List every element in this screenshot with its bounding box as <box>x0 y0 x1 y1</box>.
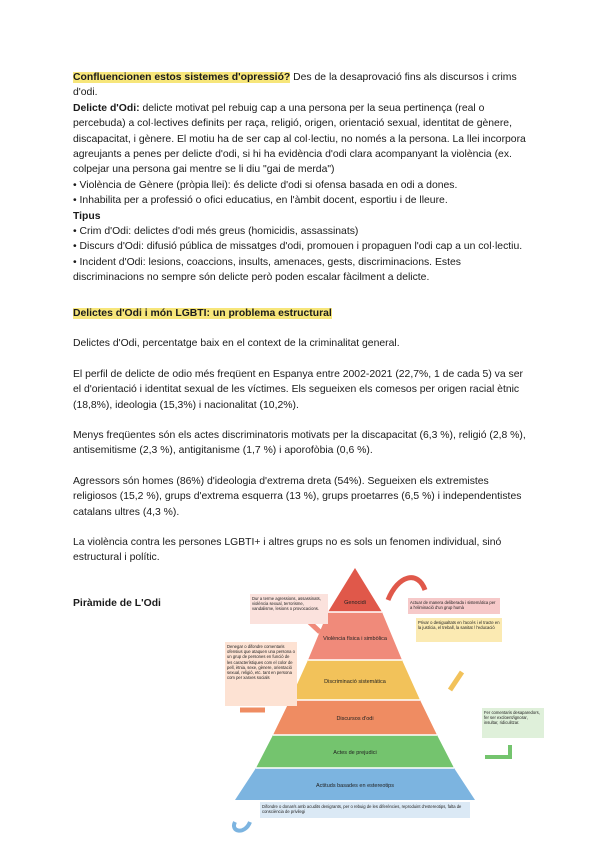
arrow-bottom <box>234 822 250 831</box>
paragraph-4: Agressors són homes (86%) d'ideologia d'extrema dreta (54%). Segueixen els extremistes religiosos (15,2 %), grups d'extrema esquerra (13 %), grups proetarres (6,5 %) i independentistes catalans ultres (4,3 %). <box>73 475 522 518</box>
tipus-incident: • Incident d'Odi: lesions, coaccions, insults, amenaces, gests, discriminacions. Estes discriminacions no sempre són delicte però poden escalar fàcilment a delicte. <box>73 256 461 284</box>
level-label-2: Violència física i simbòlica <box>323 636 387 642</box>
note-discursos: Denegar o difondre comentaris ofensius que ataquen una persona o un grup de persones en funció de les característiques com el color de pell, ètnia, sexe, gènere, orientació sexual, religió, etc. tant en persona com per xarxes socials <box>225 642 297 706</box>
level-label-4: Discursos d'odi <box>336 716 374 722</box>
note-violencia: Dur a terme agressions, assassinats, violència sexual, terrorisme, vandalisme, lesions o provocacions. <box>250 594 328 624</box>
arrow-top <box>388 578 425 600</box>
lgbti-section <box>73 306 533 566</box>
intro-section <box>73 70 533 286</box>
tipus-heading: Tipus <box>73 210 101 222</box>
tipus-discurs: • Discurs d'Odi: difusió pública de missatges d'odi, promouen i propaguen l'odi cap a un col·lectiu. <box>73 241 523 253</box>
bullet-violencia-genere: • Violència de Gènere (pròpia llei): és delicte d'odi si ofensa basada en odi a dones. <box>73 179 458 191</box>
delicte-label: Delicte d'Odi: <box>73 102 140 114</box>
intro-paragraph <box>73 70 533 101</box>
paragraph-2: El perfil de delicte de odio més freqüent en Espanya entre 2002-2021 (22,7%, 1 de cada 5) va ser el d'orientació i identitat sexual de les víctimes. Els segueixen els comesos per origen racial ètnic (18,8%), ideologia (15,3%) i nacionalitat (10,2%). <box>73 368 523 411</box>
arrow-mid-right <box>450 672 462 690</box>
note-discriminacio: Privar o desigualtats en l'accés i el tracte en la justícia, el treball, la sanitat / l'educació <box>416 618 502 642</box>
note-genocidi: Actuar de manera deliberada i sistemàtica per a l'eliminació d'un grup humà <box>408 598 500 614</box>
question-highlight: Confluencionen estos sistemes d'opressió? <box>73 72 291 83</box>
delicte-text: delicte motivat pel rebuig cap a una persona per la seua pertinença (real o percebuda) a col·lectives definits per raça, religió, origen, orientació sexual, identitat de gènere, discapacitat, i gènere. El motiu ha de ser cap al col·lectiu, no només a la persona. La llei incorpora agreujants a penes per delicte d'odi, si hi ha evidència d'odi clara acompanyant la violència (ex. colpejar una persona gai mentre se li diu "gai de merda") <box>73 102 526 176</box>
pyramid-figure <box>220 560 560 840</box>
note-estereotips: Difondre o donar/s amb acudits denigrants, per o rebuig de les diferències, reproduint d'estereotips, falta de consciència de privilegi <box>260 802 470 818</box>
section-heading: Delictes d'Odi i món LGBTI: un problema estructural <box>73 308 332 319</box>
level-label-1: Genocidi <box>344 600 366 606</box>
tipus-crim: • Crim d'Odi: delictes d'odi més greus (homicidis, assassinats) <box>73 226 359 238</box>
delicte-paragraph <box>73 101 533 178</box>
level-label-6: Actituds basades en estereotips <box>316 783 394 789</box>
paragraph-5: La violència contra les persones LGBTI+ i altres grups no es sols un fenomen individual, sinó estructural i polític. <box>73 537 502 564</box>
arrow-low-right <box>485 745 510 757</box>
pyramid-title: Piràmide de L'Odi <box>73 598 161 609</box>
bullet-inhabilita: • Inhabilita per a professió o ofici educatius, en l'àmbit docent, esportiu i de lleure. <box>73 195 448 207</box>
note-prejudici: Fer comentaris desaparedors, fer ser excloent/ignorar, insultar, ridiculitzar. <box>482 708 544 738</box>
level-label-5: Actes de prejudici <box>333 750 377 756</box>
paragraph-1: Delictes d'Odi, percentatge baix en el context de la criminalitat general. <box>73 338 400 350</box>
question-rest: Des de la desaprovació fins als discursos i crims d'odi. <box>73 72 517 99</box>
paragraph-3: Menys freqüentes són els actes discriminatoris motivats per la discapacitat (6,3 %), religió (2,8 %), antisemitisme (2,3 %), antigitanisme (1,7 %) i aporofòbia (0,6 %). <box>73 430 526 457</box>
level-label-3: Discriminació sistemàtica <box>324 679 386 685</box>
